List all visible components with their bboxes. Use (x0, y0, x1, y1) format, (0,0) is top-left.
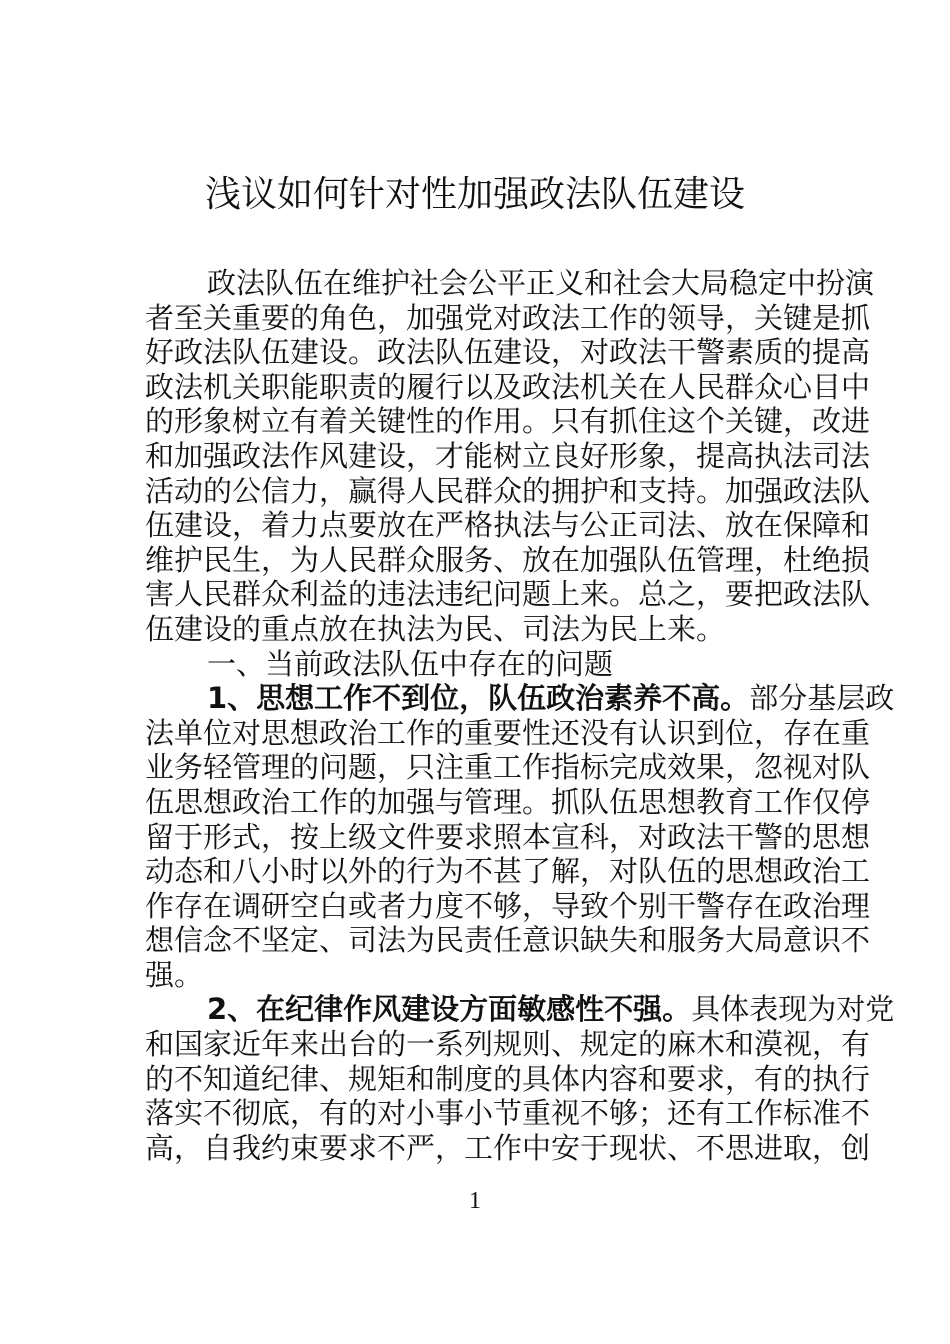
line-text: 作存在调研空白或者力度不够，导致个别干警存在政治理 (145, 888, 871, 923)
line-text: 者至关重要的角色，加强党对政法工作的领导，关键是抓 (145, 300, 871, 335)
line-text: 强。 (145, 957, 204, 992)
document-title: 浅议如何针对性加强政法队伍建设 (204, 174, 745, 215)
text-line (145, 473, 871, 509)
text-line (145, 1096, 871, 1131)
line-text: 维护民生，为人民群众服务、放在加强队伍管理，杜绝损 (145, 542, 871, 577)
text-line (145, 1130, 871, 1166)
line-text: 政法机关职能职责的履行以及政法机关在人民群众心目中 (145, 369, 871, 404)
line-text: 部分基层政 (749, 681, 895, 716)
text-line (145, 819, 871, 855)
line-text: 的形象树立有着关键性的作用。只有抓住这个关键，改进 (145, 404, 871, 439)
text-line (145, 300, 871, 336)
page-number: 1 (469, 1188, 481, 1214)
line-text: 害人民群众利益的违法违纪问题上来。总之，要把政法队 (145, 577, 871, 612)
text-line (145, 854, 871, 889)
text-line (145, 647, 807, 682)
line-text: 政法队伍在维护社会公平正义和社会大局稳定中扮演 (207, 266, 875, 300)
line-text: 留于形式，按上级文件要求照本宣科，对政法干警的思想 (145, 819, 871, 854)
text-line (145, 266, 875, 301)
line-text: 法单位对思想政治工作的重要性还没有认识到位，存在重 (145, 715, 871, 750)
text-line (145, 681, 895, 716)
text-line (145, 784, 871, 820)
text-line (145, 1061, 871, 1097)
line-text: 伍建设的重点放在执法为民、司法为民上来。 (145, 611, 726, 646)
text-line (145, 958, 807, 993)
text-line (145, 923, 871, 958)
text-line (145, 750, 871, 785)
section-heading-bold: 1、思想工作不到位，队伍政治素养不高。 (207, 681, 750, 716)
line-text: 一、当前政法队伍中存在的问题 (207, 646, 614, 681)
section-heading-bold: 2、在纪律作风建设方面敏感性不强。 (207, 992, 692, 1027)
document-body (145, 266, 895, 1165)
text-line (145, 992, 895, 1027)
line-text: 好政法队伍建设。政法队伍建设，对政法干警素质的提高 (145, 335, 871, 370)
text-line (145, 369, 871, 405)
line-text: 想信念不坚定、司法为民责任意识缺失和服务大局意识不 (145, 923, 871, 958)
line-text: 活动的公信力，赢得人民群众的拥护和支持。加强政法队 (145, 473, 871, 508)
line-text: 业务轻管理的问题，只注重工作指标完成效果，忽视对队 (145, 750, 871, 785)
line-text: 的不知道纪律、规矩和制度的具体内容和要求，有的执行 (145, 1061, 871, 1096)
line-text: 和国家近年来出台的一系列规则、规定的麻木和漠视，有 (145, 1027, 871, 1062)
line-text: 高，自我约束要求不严，工作中安于现状、不思进取，创 (145, 1130, 871, 1165)
text-line (145, 715, 871, 751)
text-line (145, 404, 871, 439)
line-text: 和加强政法作风建设，才能树立良好形象，提高执法司法 (145, 438, 871, 473)
text-line (145, 335, 871, 370)
text-line (145, 542, 871, 578)
text-line (145, 612, 807, 647)
line-text: 落实不彻底，有的对小事小节重视不够；还有工作标准不 (145, 1096, 871, 1131)
text-line (145, 1027, 871, 1062)
text-line (145, 888, 871, 924)
text-line (145, 438, 871, 474)
line-text: 伍建设，着力点要放在严格执法与公正司法、放在保障和 (145, 508, 871, 543)
text-line (145, 577, 871, 612)
text-line (145, 508, 871, 543)
line-text: 具体表现为对党 (691, 992, 895, 1027)
line-text: 动态和八小时以外的行为不甚了解，对队伍的思想政治工 (145, 854, 871, 889)
line-text: 伍思想政治工作的加强与管理。抓队伍思想教育工作仅停 (145, 784, 871, 819)
